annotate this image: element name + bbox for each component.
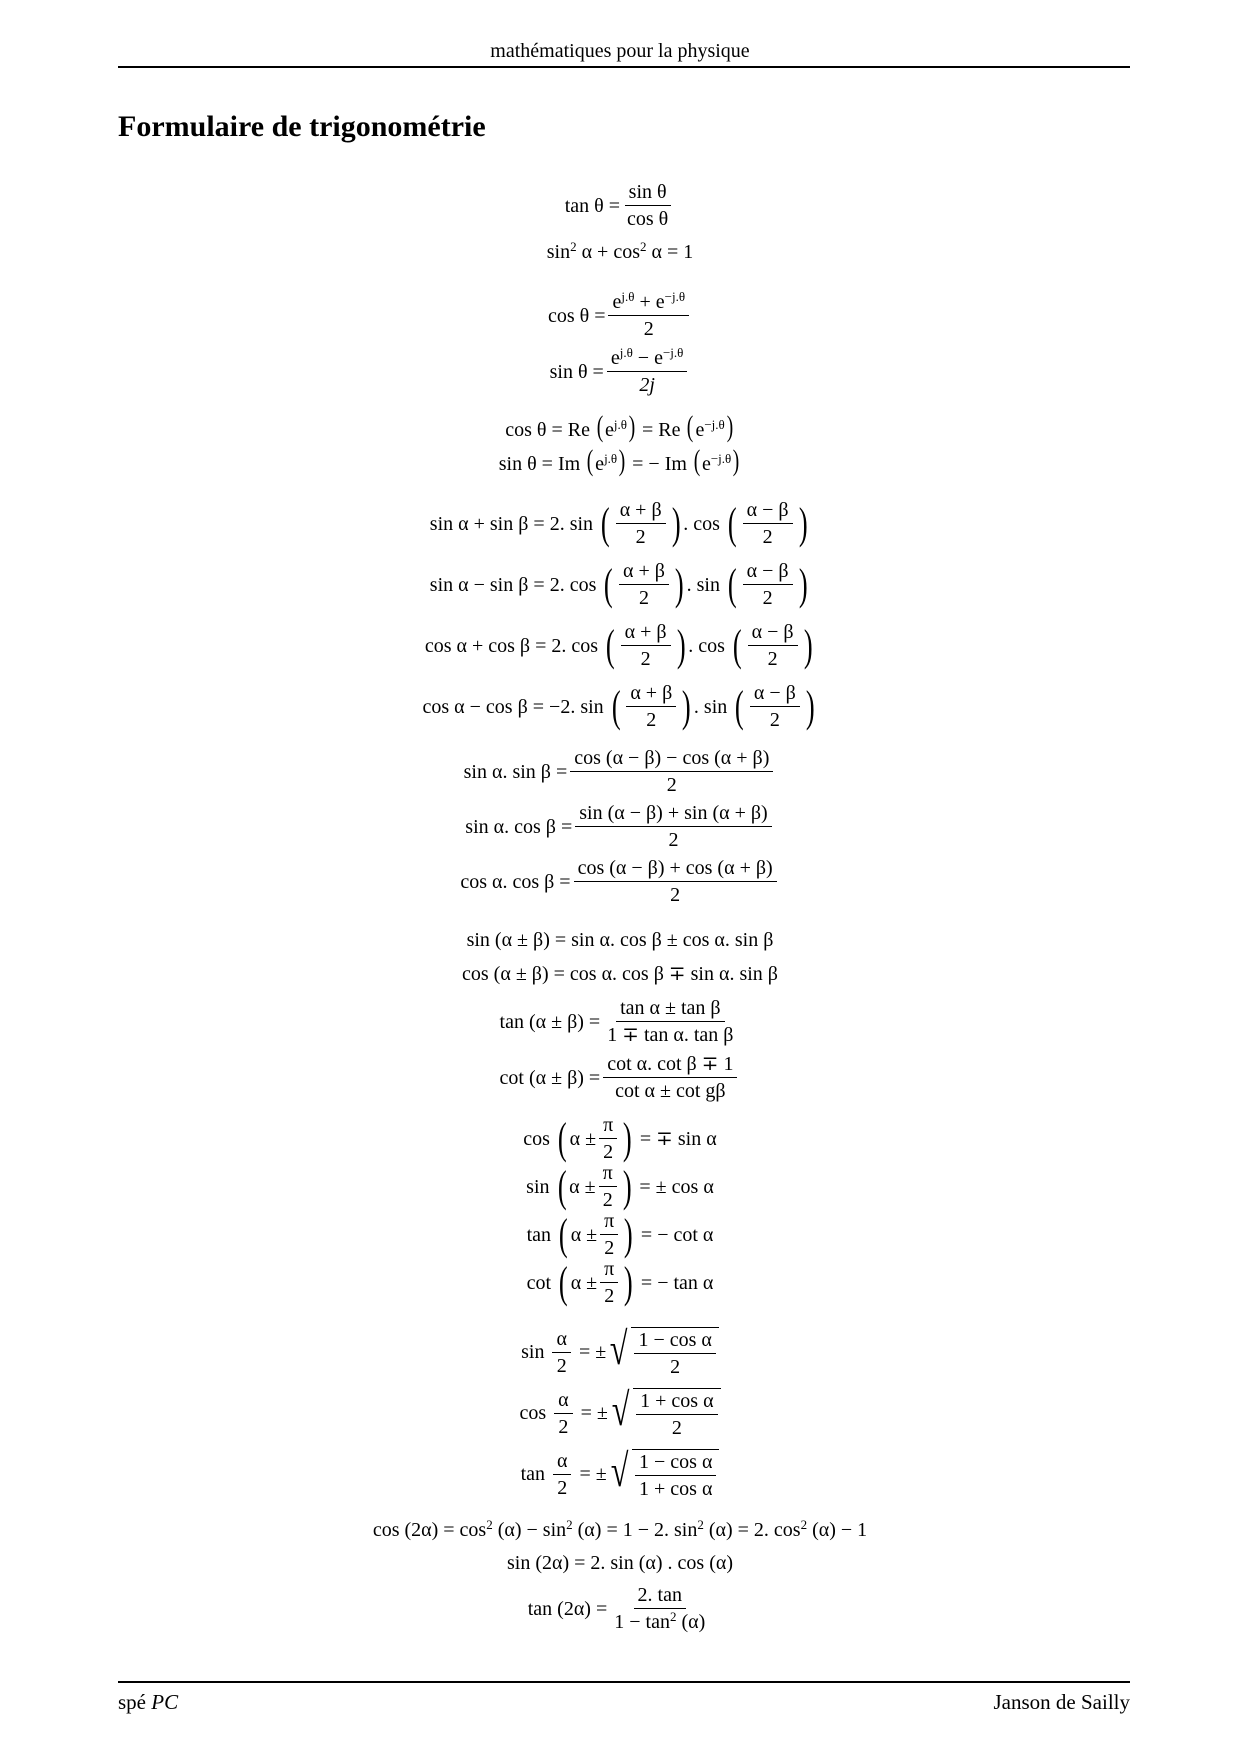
formula-pythagorean: $\sin^2 \alpha + \cos^2 \alpha = 1$	[546, 238, 694, 263]
page-title: Formulaire de trigonométrie	[118, 110, 486, 143]
formula-shift-sin: sin ( α ± $\frac{\pi}{2}$ ) = ± cos α	[526, 1161, 714, 1211]
formula-cos-real-part: cos θ = Re $(e^{j.\theta}) = Re$ $(e^{-j.\theta})$	[505, 410, 734, 443]
formula-sin-exponential: sin θ = $\frac{e^{j.\theta} - e^{-j.\theta}}{2j}$	[0, 348, 1240, 395]
formula-tan-definition: tan θ = $\frac{\text{sin θ}}{\text{cos θ}}$	[0, 182, 1240, 229]
formula-diff-cos-cos: cos α − cos β = −2. sin ( $\frac{\alpha + \beta}{2}$ ) . sin ( $\frac{\alpha - \beta}{2}$ )	[422, 681, 815, 731]
formula-double-angle-sin: sin (2α) = 2. sin (α) . cos (α)	[506, 1552, 733, 1574]
formula-half-angle-sin: sin $\frac{\alpha}{2}$ = ± √ $\frac{\text{1 − cos α}}{2}$	[0, 1327, 1240, 1377]
formula-product-sin-sin: sin α. sin β = $\frac{\cos (\alpha - \beta) - \cos (\alpha + \beta)}{2}$	[0, 748, 1240, 795]
formula-product-sin-cos: sin α. cos β = $\frac{\sin (\alpha - \beta) + \sin (\alpha + \beta)}{2}$	[0, 803, 1240, 850]
formula-shift-tan: tan ( α ± $\frac{\pi}{2}$ ) = − cot α	[526, 1209, 714, 1259]
footer-school-name: Janson de Sailly	[993, 1690, 1130, 1714]
formula-shift-cot: cot ( α ± $\frac{\pi}{2}$ ) = − tan α	[526, 1257, 714, 1307]
formula-addition-cos: cos (α ± β) = cos α. cos β ∓ sin α. sin β	[462, 963, 778, 985]
formula-product-cos-cos: cos α. cos β = $\frac{\cos (\alpha - \beta) + \cos (\alpha + \beta)}{2}$	[0, 858, 1240, 905]
header-rule	[118, 66, 1130, 68]
formula-sum-cos-cos: cos α + cos β = 2. cos ( $\frac{\alpha + \beta}{2}$ ) . cos ( $\frac{\alpha - \beta}{2}$ )	[424, 620, 813, 670]
formula-addition-tan: tan (α ± β) = $\frac{\text{tan α ± tan β}}{\text{1 ∓ tan α. tan β}}$	[499, 997, 734, 1046]
formula-cos-exponential: cos θ = $\frac{e^{j.\theta} + e^{-j.\theta}}{2}$	[0, 292, 1240, 339]
footer-rule	[118, 1681, 1130, 1683]
formula-diff-sin-sin: sin α − sin β = 2. cos ( $\frac{\alpha + \beta}{2}$ ) . sin ( $\frac{\alpha - \beta}{2}$ )	[429, 559, 808, 609]
formula-shift-cos: cos ( α ± $\frac{\pi}{2}$ ) = ∓ sin α	[523, 1113, 717, 1163]
formula-addition-cot: cot (α ± β) = $\frac{\text{cot α. cot β ∓ 1}}{\text{cot α ± cot gβ}}$	[0, 1054, 1240, 1101]
formula-half-angle-tan: tan $\frac{\alpha}{2}$ = ± √ $\frac{\text{1 − cos α}}{\text{1 + cos α}}$	[0, 1449, 1240, 1499]
formula-addition-sin: sin (α ± β) = sin α. cos β ± cos α. sin β	[466, 929, 774, 951]
footer-class-label: spé PC	[118, 1690, 179, 1714]
formula-sin-imaginary-part: sin θ = Im $(e^{j.\theta})$ = − Im $(e^{-j.\theta})$	[498, 444, 740, 477]
formula-half-angle-cos: cos $\frac{\alpha}{2}$ = ± √ $\frac{\text{1 + cos α}}{2}$	[0, 1388, 1240, 1438]
formula-double-angle-cos: $\cos (2\alpha) = \cos^2 (\alpha) - \sin^2 (\alpha) = 1 - 2$. $\sin^2 (\alpha) = 2$. $\cos^2 (\alpha) - 1$	[372, 1516, 868, 1541]
running-header: mathématiques pour la physique	[490, 40, 750, 62]
formula-double-angle-tan: tan (2α) = $\frac{2. \tan}{1 - \tan^2 (\alpha)}$	[527, 1584, 706, 1633]
formula-sum-sin-sin: sin α + sin β = 2. sin ( $\frac{\alpha + \beta}{2}$ ) . cos ( $\frac{\alpha - \beta}{2}$ )	[429, 498, 808, 548]
